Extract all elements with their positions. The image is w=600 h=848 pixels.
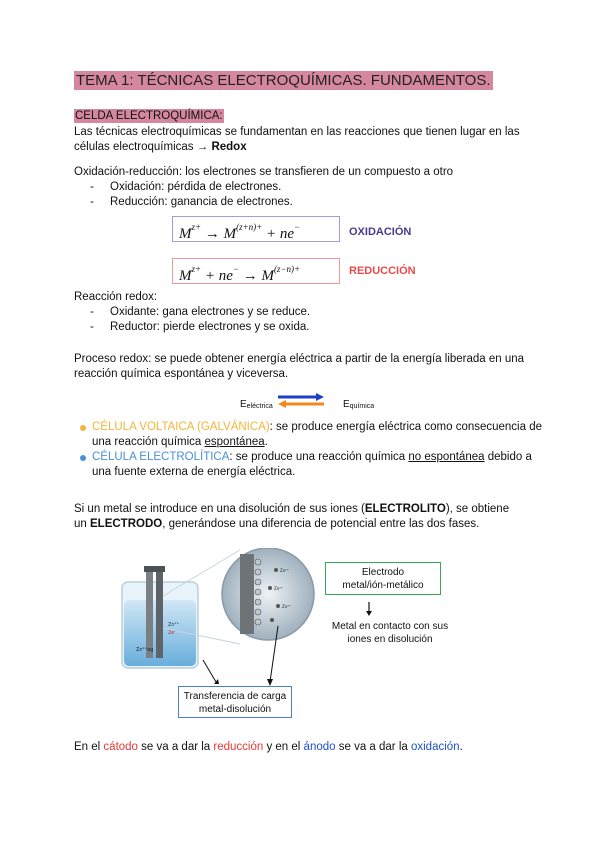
charge-transfer-box: Transferencia de carga metal-disolución: [178, 686, 292, 718]
energy-electric: $E_{eléctrica}$: [240, 399, 273, 410]
intro-text: Las técnicas electroquímicas se fundamentan en las reacciones que tienen lugar en las células electroquímicas →: [74, 126, 520, 153]
list-item: CÉLULA VOLTAICA (GALVÁNICA): se produce energía eléctrica como consecuencia de una reacción química espontánea.: [74, 420, 544, 450]
redox-definition: [74, 165, 534, 210]
oxidation-label: OXIDACIÓN: [349, 226, 412, 238]
down-arrow-icon: [364, 601, 374, 617]
svg-text:Zn²⁺: Zn²⁺: [274, 586, 283, 591]
double-arrow-icon: [276, 393, 326, 409]
svg-text:2e⁻: 2e⁻: [168, 630, 177, 636]
section-title: CELDA ELECTROQUÍMICA:: [75, 110, 223, 122]
svg-text:Zn²⁺: Zn²⁺: [168, 622, 180, 628]
cells-list: [74, 420, 544, 480]
process-paragraph: Proceso redox: se puede obtener energía eléctrica a partir de la energía liberada en una reacción química espontánea y viceversa.: [74, 353, 525, 380]
svg-text:Zn²⁺: Zn²⁺: [280, 568, 289, 573]
intro-bold: Redox: [211, 141, 247, 153]
energy-chemical: $E_{química}$: [343, 399, 375, 410]
page-title: TEMA 1: TÉCNICAS ELECTROQUÍMICAS. FUNDAMENTOS.: [76, 72, 491, 89]
oxidation-equation: $M^{z+} \to M^{(z+n)+} + ne^-$: [172, 216, 340, 242]
electrode-paragraph: Si un metal se introduce en una disolución de sus iones (ELECTROLITO), se obtiene un ELECTRODO, generándose una diferencia de potencial entre las dos fases.: [74, 503, 510, 530]
reduction-label: REDUCCIÓN: [349, 265, 416, 277]
redox-def-text: Oxidación-reducción: los electrones se transfieren de un compuesto a otro: [74, 166, 454, 178]
svg-text:Zn²⁺: Zn²⁺: [282, 604, 291, 609]
bullet-icon: [80, 425, 86, 431]
list-item: - Oxidante: gana electrones y se reduce.: [74, 305, 534, 320]
list-item: CÉLULA ELECTROLÍTICA: se produce una reacción química no espontánea debido a una fuente externa de energía eléctrica.: [74, 450, 544, 480]
list-item: - Reducción: ganancia de electrones.: [74, 195, 534, 210]
bullet-icon: [80, 455, 86, 461]
reaction-redox: [74, 290, 534, 335]
list-item: - Reductor: pierde electrones y se oxida.: [74, 320, 534, 335]
reduction-equation: $M^{z+} + ne^- \to M^{(z-n)+}$: [172, 258, 340, 284]
reaction-redox-heading: Reacción redox:: [74, 291, 158, 303]
electrode-diagram: [118, 548, 318, 688]
svg-text:Zn²⁺ag: Zn²⁺ag: [136, 647, 154, 653]
list-item: - Oxidación: pérdida de electrones.: [74, 180, 534, 195]
contact-caption: Metal en contacto con sus iones en disolución: [331, 621, 449, 645]
intro-paragraph: [74, 125, 534, 155]
conclusion: En el cátodo se va a dar la reducción y en el ánodo se va a dar la oxidación.: [74, 741, 463, 753]
electrode-box: Electrodo metal/ión-metálico: [325, 562, 441, 595]
